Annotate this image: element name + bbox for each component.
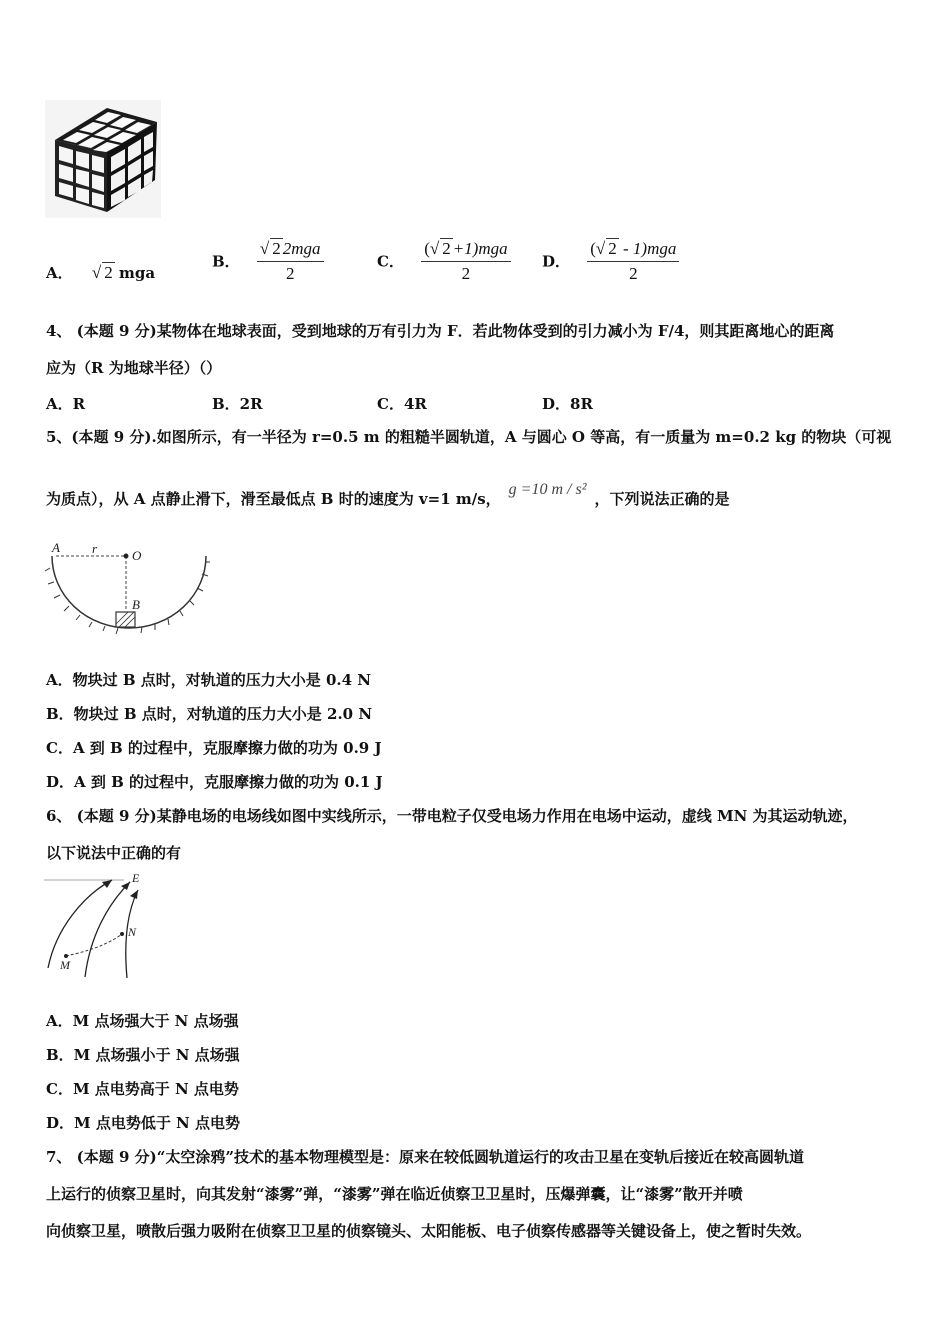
point-m-label: M [60,958,70,972]
q3-option-c [377,238,511,284]
q3-option-b [212,238,324,284]
q5-stem-line1: 5、(本题 9 分).如图所示，有一半径为 r=0.5 m 的粗糙半圆轨道，A 与圆心 O 等高，有一质量为 m=0.2 kg 的物块（可视 [46,428,892,446]
sqrt-arg: 2 [608,239,617,258]
option-a-value: mga [118,264,156,282]
q5-gravity-formula: g =10 m / s² [508,481,587,498]
option-label: C． [377,252,404,271]
q3-option-d [542,238,679,284]
q5-stem-line2 [46,481,730,509]
sqrt-arg: 2 [442,239,451,258]
fraction-b: $\frac{\text{√ 2 2mga}}{2}$ [257,238,324,284]
q4-stem-line1: 4、 (本题 9 分)某物体在地球表面，受到地球的万有引力为 F．若此物体受到的引力减小为 F/4，则其距离地心的距离 [46,322,835,340]
fraction-d: $\frac{\text{(√ 2 - 1)mga}}{2}$ [587,238,679,284]
q5-option-a: A．物块过 B 点时，对轨道的压力大小是 0.4 N [46,671,372,689]
q5-option-c: C．A 到 B 的过程中，克服摩擦力做的功为 0.9 J [46,739,382,757]
q5-stem-line2-pre: 为质点），从 A 点静止滑下，滑至最低点 B 时的速度为 v=1 m/s， [46,490,501,508]
field-e-label: E [132,871,140,885]
q7-stem-line3: 向侦察卫星，喷散后强力吸附在侦察卫卫星的侦察镜头、太阳能板、电子侦察传感器等关键设备上，使之暂时失效。 [46,1222,812,1240]
q4-option-c: C．4R [377,395,427,413]
q5-option-b: B．物块过 B 点时，对轨道的压力大小是 2.0 N [46,705,373,723]
sqrt-arg: 2 [104,263,113,282]
center-o-label: O [132,548,142,563]
numerator-d-post: - 1)mga [618,239,677,258]
q6-stem-line1: 6、 (本题 9 分)某静电场的电场线如图中实线所示，一带电粒子仅受电场力作用在电场中运动，虚线 MN 为其运动轨迹， [46,807,858,825]
electric-field-figure [44,870,154,982]
option-label: B． [212,252,240,271]
q6-option-a: A．M 点场强大于 N 点场强 [46,1012,239,1030]
numerator-b: 2mga [282,239,321,258]
point-a-label: A [52,540,60,555]
rubiks-cube-figure [45,100,161,218]
point-b-label: B [132,597,140,612]
q4-stem-line2: 应为（R 为地球半径）（） [46,359,222,377]
q5-option-d: D．A 到 B 的过程中，克服摩擦力做的功为 0.1 J [46,773,383,791]
q5-stem-line2-post: ，下列说法正确的是 [594,490,730,508]
point-n-label: N [128,925,137,939]
denominator-d: 2 [629,264,638,283]
q6-option-b: B．M 点场强小于 N 点场强 [46,1046,240,1064]
q4-option-a: A．R [46,395,86,413]
sqrt-arg: 2 [272,239,281,258]
q6-option-d: D．M 点电势低于 N 点电势 [46,1114,240,1132]
q7-stem-line1: 7、 (本题 9 分)“太空涂鸦”技术的基本物理模型是：原来在较低圆轨道运行的攻击卫星在变轨后接近在较高圆轨道 [46,1148,804,1166]
semicircle-track-figure [44,538,210,638]
option-label: D． [542,252,571,271]
fraction-c: $\frac{\text{(√ 2 +1)mga}}{2}$ [421,238,510,284]
q6-option-c: C．M 点电势高于 N 点电势 [46,1080,239,1098]
q6-stem-line2: 以下说法中正确的有 [46,844,182,862]
numerator-c-pre: ( [424,239,430,258]
numerator-c-post: +1)mga [452,239,508,258]
q4-option-d: D．8R [542,395,593,413]
denominator-c: 2 [461,264,471,283]
q7-stem-line2: 上运行的侦察卫星时，向其发射“漆雾”弹，“漆雾”弹在临近侦察卫卫星时，压爆弹囊，让“漆雾”散开并喷 [46,1185,743,1203]
q3-option-a: A． √ 2 mga [46,263,156,282]
option-label: A． [46,264,73,282]
numerator-d-pre: ( [590,239,596,258]
q4-option-b: B．2R [212,395,263,413]
denominator-b: 2 [285,264,295,283]
radius-label: r [92,541,98,556]
